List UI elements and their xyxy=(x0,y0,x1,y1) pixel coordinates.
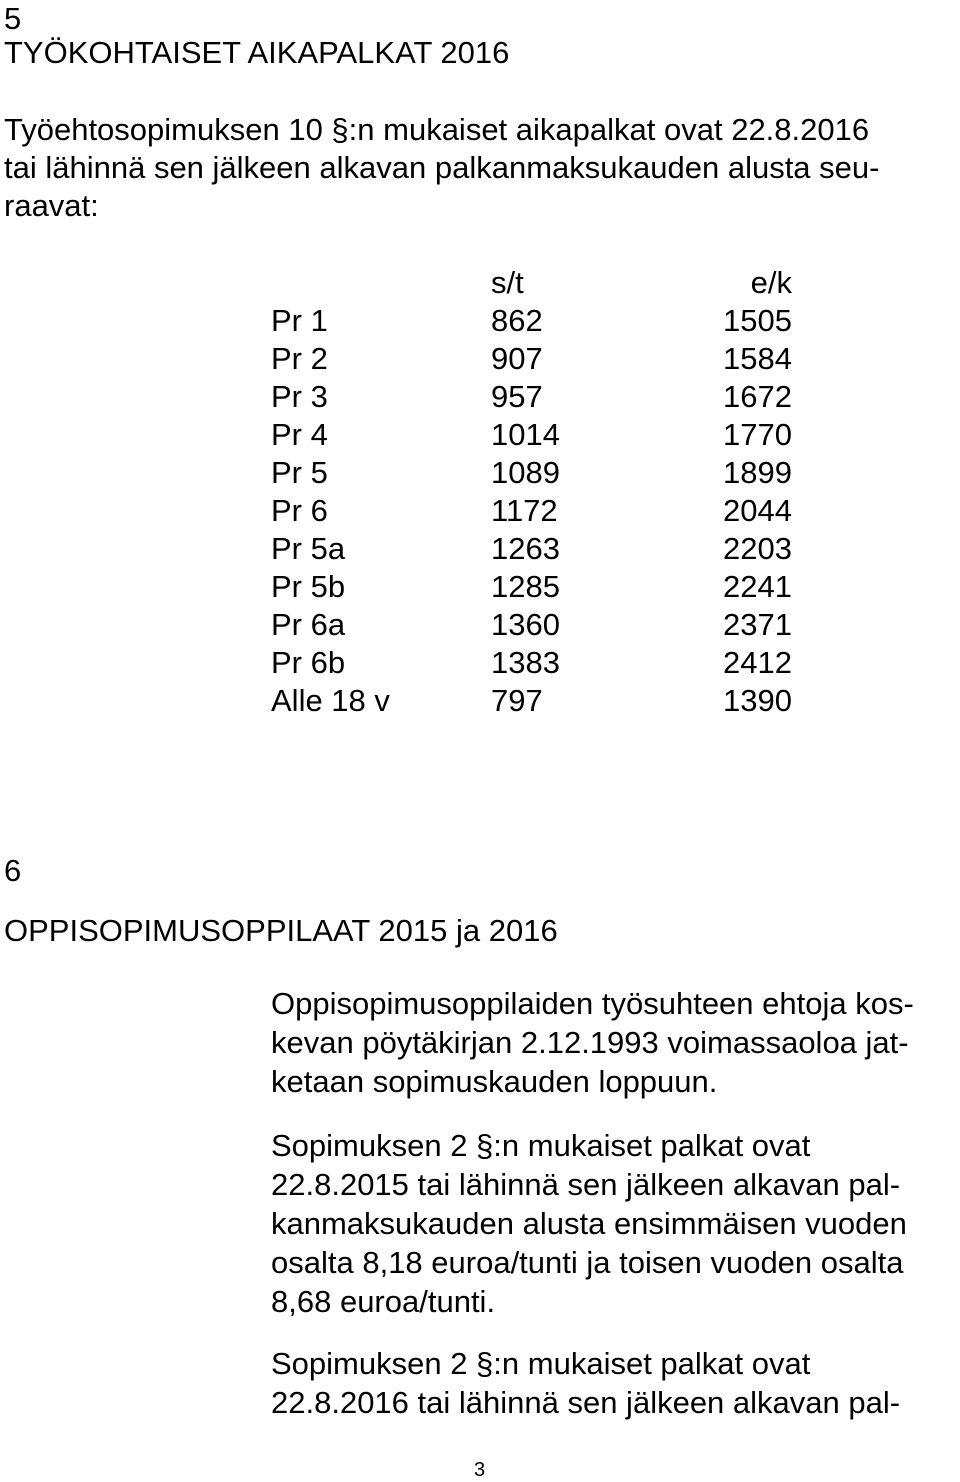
section-6-title: OPPISOPIMUSOPPILAAT 2015 ja 2016 xyxy=(4,913,558,948)
wage-ek-cell: 2412 xyxy=(723,645,792,680)
section-6-para3-line: Sopimuksen 2 §:n mukaiset palkat ovat xyxy=(271,1346,811,1381)
section-5-title: TYÖKOHTAISET AIKAPALKAT 2016 xyxy=(4,35,510,70)
wage-st-cell: 1014 xyxy=(491,417,560,452)
wage-st-cell: 797 xyxy=(491,683,543,718)
wage-group-cell: Pr 6b xyxy=(271,645,346,680)
wage-group-cell: Pr 1 xyxy=(271,303,328,338)
table-row xyxy=(271,378,792,416)
wage-st-cell: 1360 xyxy=(491,607,560,642)
table-row xyxy=(271,682,792,720)
wage-ek-cell: 1770 xyxy=(723,417,792,452)
section-6-para1-line: ketaan sopimuskauden loppuun. xyxy=(271,1064,718,1099)
section-5-intro-line: Työehtosopimuksen 10 §:n mukaiset aikapalkat ovat 22.8.2016 xyxy=(4,112,870,147)
table-row xyxy=(271,302,792,340)
wage-table-header-group xyxy=(271,264,491,302)
wage-ek-cell: 1584 xyxy=(723,341,792,376)
section-6-para1-line: Oppisopimusoppilaiden työsuhteen ehtoja kos- xyxy=(271,986,914,1021)
wage-ek-cell: 2241 xyxy=(723,569,792,604)
wage-st-cell: 862 xyxy=(491,303,543,338)
section-6-para3-line: 22.8.2016 tai lähinnä sen jälkeen alkavan pal- xyxy=(271,1385,901,1420)
wage-st-cell: 907 xyxy=(491,341,543,376)
section-6-para2-line: osalta 8,18 euroa/tunti ja toisen vuoden osalta xyxy=(271,1245,904,1280)
table-row xyxy=(271,568,792,606)
table-row xyxy=(271,416,792,454)
wage-st-cell: 1089 xyxy=(491,455,560,490)
wage-ek-cell: 2371 xyxy=(723,607,792,642)
section-6-para1-line: kevan pöytäkirjan 2.12.1993 voimassaoloa jat- xyxy=(271,1025,909,1060)
wage-group-cell: Pr 2 xyxy=(271,341,328,376)
wage-group-cell: Pr 3 xyxy=(271,379,328,414)
wage-group-cell: Pr 6a xyxy=(271,607,346,642)
wage-st-cell: 1285 xyxy=(491,569,560,604)
table-row xyxy=(271,644,792,682)
wage-st-cell: 957 xyxy=(491,379,543,414)
wage-group-cell: Pr 6 xyxy=(271,493,328,528)
table-row xyxy=(271,606,792,644)
wage-ek-cell: 1672 xyxy=(723,379,792,414)
wage-group-cell: Alle 18 v xyxy=(271,683,390,718)
wage-ek-cell: 1390 xyxy=(723,683,792,718)
table-row xyxy=(271,340,792,378)
wage-table xyxy=(271,264,792,720)
wage-table-header-row xyxy=(271,264,792,302)
wage-group-cell: Pr 4 xyxy=(271,417,328,452)
wage-ek-cell: 1505 xyxy=(723,303,792,338)
wage-ek-cell: 1899 xyxy=(723,455,792,490)
table-row xyxy=(271,492,792,530)
wage-table-header-ek: e/k xyxy=(750,265,792,300)
section-5-intro-line: tai lähinnä sen jälkeen alkavan palkanmaksukauden alusta seu- xyxy=(4,150,880,185)
wage-group-cell: Pr 5 xyxy=(271,455,328,490)
wage-ek-cell: 2203 xyxy=(723,531,792,566)
section-5-intro-line: raavat: xyxy=(4,188,99,223)
section-5-number: 5 xyxy=(4,1,22,36)
wage-st-cell: 1383 xyxy=(491,645,560,680)
table-row xyxy=(271,530,792,568)
wage-group-cell: Pr 5a xyxy=(271,531,346,566)
wage-group-cell: Pr 5b xyxy=(271,569,346,604)
section-6-para2-line: Sopimuksen 2 §:n mukaiset palkat ovat xyxy=(271,1128,811,1163)
section-6-para2-line: 8,68 euroa/tunti. xyxy=(271,1284,496,1319)
section-6-number: 6 xyxy=(4,853,22,888)
wage-st-cell: 1263 xyxy=(491,531,560,566)
wage-st-cell: 1172 xyxy=(491,493,558,528)
table-row xyxy=(271,454,792,492)
wage-ek-cell: 2044 xyxy=(723,493,792,528)
section-6-para2-line: kanmaksukauden alusta ensimmäisen vuoden xyxy=(271,1206,907,1241)
wage-table-header-st: s/t xyxy=(491,265,524,300)
page-number: 3 xyxy=(474,1459,486,1481)
section-6-para2-line: 22.8.2015 tai lähinnä sen jälkeen alkavan pal- xyxy=(271,1167,901,1202)
